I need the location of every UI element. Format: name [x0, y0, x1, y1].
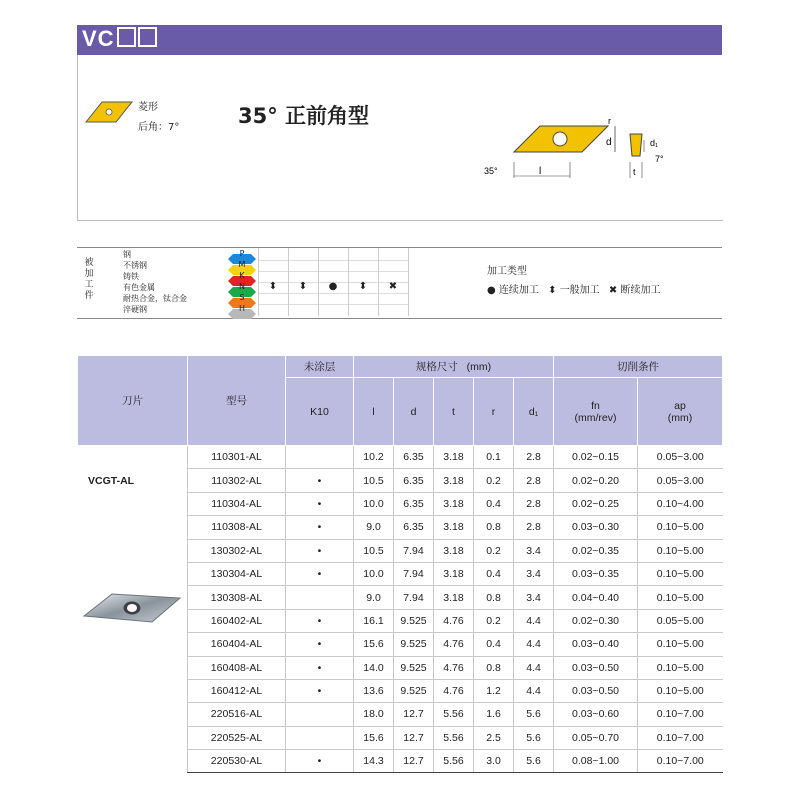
- insert-photo: [82, 588, 182, 628]
- d1-cell: 2.8: [514, 469, 554, 492]
- table-row: [78, 562, 723, 585]
- d1-cell: 5.6: [514, 726, 554, 749]
- ap-cell: 0.10~4.00: [638, 492, 723, 515]
- blade-cell: [78, 539, 188, 562]
- l-cell: 14.0: [354, 656, 394, 679]
- header-bar: [77, 25, 722, 55]
- l-cell: 10.5: [354, 469, 394, 492]
- blade-cell: [78, 726, 188, 749]
- d1-cell: 2.8: [514, 446, 554, 469]
- d-cell: 9.525: [394, 633, 434, 656]
- table-row: [78, 516, 723, 539]
- k10-cell: •: [286, 656, 354, 679]
- blade-cell: [78, 446, 188, 469]
- model-cell: 130308-AL: [188, 586, 286, 609]
- legend-label: 一般加工: [559, 285, 600, 296]
- d-cell: 9.525: [394, 609, 434, 632]
- l-cell: 15.6: [354, 633, 394, 656]
- material-code: P: [239, 249, 245, 258]
- l-cell: 10.0: [354, 562, 394, 585]
- k10-cell: [286, 726, 354, 749]
- k10-cell: •: [286, 750, 354, 773]
- col-cutting: 切削条件: [554, 356, 723, 378]
- model-cell: 160402-AL: [188, 609, 286, 632]
- legend-label: 连续加工: [498, 285, 539, 296]
- material-code-badge: [228, 260, 256, 270]
- t-cell: 5.56: [434, 703, 474, 726]
- col-t: t: [434, 378, 474, 446]
- grid-line: [348, 248, 349, 316]
- t-cell: 3.18: [434, 562, 474, 585]
- t-cell: 4.76: [434, 633, 474, 656]
- col-uncoated: 未涂层: [286, 356, 354, 378]
- d-cell: 7.94: [394, 539, 434, 562]
- d-cell: 6.35: [394, 446, 434, 469]
- d1-cell: 4.4: [514, 609, 554, 632]
- k10-cell: •: [286, 609, 354, 632]
- grid-line: [378, 248, 379, 316]
- machining-mark: ✖: [388, 281, 398, 292]
- ap-cell: 0.05~3.00: [638, 469, 723, 492]
- grid-line: [258, 248, 259, 316]
- t-cell: 3.18: [434, 492, 474, 515]
- model-cell: 220525-AL: [188, 726, 286, 749]
- table-row: [78, 446, 723, 469]
- k10-cell: •: [286, 516, 354, 539]
- continuous-icon: ●: [487, 285, 496, 296]
- fn-cell: 0.03~0.50: [554, 679, 638, 702]
- ap-cell: 0.10~5.00: [638, 562, 723, 585]
- t-cell: 3.18: [434, 586, 474, 609]
- col-model: 型号: [188, 356, 286, 446]
- legend-label: 断续加工: [620, 285, 661, 296]
- col-d1: d₁: [514, 378, 554, 446]
- fn-cell: 0.03~0.50: [554, 656, 638, 679]
- model-cell: 110302-AL: [188, 469, 286, 492]
- blade-cell: [78, 633, 188, 656]
- table-row: [78, 469, 723, 492]
- placeholder-box-icon: [138, 27, 157, 47]
- ap-cell: 0.10~7.00: [638, 726, 723, 749]
- d1-cell: 3.4: [514, 562, 554, 585]
- t-cell: 4.76: [434, 679, 474, 702]
- material-name: 耐热合金，钛合金: [123, 294, 187, 303]
- placeholder-box-icon: [117, 27, 136, 47]
- ap-cell: 0.10~7.00: [638, 750, 723, 773]
- d-cell: 6.35: [394, 469, 434, 492]
- l-cell: 10.2: [354, 446, 394, 469]
- spec-table: [77, 355, 723, 773]
- diagram-label-t: t: [633, 167, 636, 177]
- legend-title: 加工类型: [487, 266, 527, 277]
- shape-info: [138, 98, 179, 138]
- k10-cell: [286, 446, 354, 469]
- interrupted-icon: ✖: [608, 285, 618, 296]
- r-cell: 0.8: [474, 586, 514, 609]
- insert-type-title: 35° 正前角型: [238, 104, 370, 128]
- diagram-label-r: r: [608, 116, 611, 126]
- model-cell: 130302-AL: [188, 539, 286, 562]
- t-cell: 3.18: [434, 469, 474, 492]
- legend: [487, 281, 660, 296]
- material-code-badge: [228, 249, 256, 259]
- material-name: 铸铁: [123, 272, 139, 281]
- l-cell: 10.5: [354, 539, 394, 562]
- k10-cell: •: [286, 539, 354, 562]
- table-row: [78, 656, 723, 679]
- model-cell: 160404-AL: [188, 633, 286, 656]
- machining-mark: ⬍: [268, 281, 278, 292]
- model-cell: 220516-AL: [188, 703, 286, 726]
- r-cell: 0.8: [474, 656, 514, 679]
- l-cell: 13.6: [354, 679, 394, 702]
- ap-cell: 0.10~7.00: [638, 703, 723, 726]
- r-cell: 0.4: [474, 492, 514, 515]
- model-cell: 110304-AL: [188, 492, 286, 515]
- fn-cell: 0.02~0.20: [554, 469, 638, 492]
- d1-cell: 5.6: [514, 750, 554, 773]
- material-code-badge: [228, 304, 256, 314]
- r-cell: 1.2: [474, 679, 514, 702]
- col-r: r: [474, 378, 514, 446]
- col-k10: K10: [286, 378, 354, 446]
- table-row: [78, 492, 723, 515]
- k10-cell: •: [286, 679, 354, 702]
- d-cell: 7.94: [394, 586, 434, 609]
- rhombus-insert-icon: [84, 98, 134, 126]
- diagram-label-l: l: [539, 166, 542, 177]
- d1-cell: 2.8: [514, 516, 554, 539]
- col-fn: fn (mm/rev): [554, 378, 638, 446]
- d-cell: 12.7: [394, 703, 434, 726]
- shape-name: 菱形: [138, 102, 158, 113]
- col-l: l: [354, 378, 394, 446]
- k10-cell: [286, 703, 354, 726]
- t-cell: 5.56: [434, 750, 474, 773]
- material-code: K: [239, 271, 245, 280]
- blade-cell: [78, 516, 188, 539]
- model-cell: 110301-AL: [188, 446, 286, 469]
- blade-cell: [78, 679, 188, 702]
- r-cell: 2.5: [474, 726, 514, 749]
- model-cell: 220530-AL: [188, 750, 286, 773]
- r-cell: 0.2: [474, 469, 514, 492]
- d-cell: 6.35: [394, 516, 434, 539]
- material-code: N: [239, 282, 245, 291]
- model-cell: 160412-AL: [188, 679, 286, 702]
- d-cell: 12.7: [394, 726, 434, 749]
- fn-cell: 0.05~0.70: [554, 726, 638, 749]
- fn-cell: 0.02~0.30: [554, 609, 638, 632]
- model-cell: 160408-AL: [188, 656, 286, 679]
- r-cell: 0.2: [474, 539, 514, 562]
- relief-angle: 后角：7°: [138, 122, 180, 133]
- material-code: H: [238, 304, 245, 313]
- fn-cell: 0.03~0.30: [554, 516, 638, 539]
- material-code-badge: [228, 293, 256, 303]
- l-cell: 15.6: [354, 726, 394, 749]
- material-name: 有色金属: [123, 283, 155, 292]
- series-name: VCGT-AL: [88, 475, 135, 487]
- insert-dimension-diagram: [480, 112, 680, 192]
- l-cell: 9.0: [354, 586, 394, 609]
- blade-cell: [78, 750, 188, 773]
- ap-cell: 0.10~5.00: [638, 633, 723, 656]
- page-title: VC: [82, 26, 157, 52]
- r-cell: 0.4: [474, 633, 514, 656]
- fn-cell: 0.03~0.60: [554, 703, 638, 726]
- blade-cell: [78, 562, 188, 585]
- t-cell: 4.76: [434, 656, 474, 679]
- ap-cell: 0.10~5.00: [638, 539, 723, 562]
- grid-line: [258, 304, 408, 305]
- d1-cell: 2.8: [514, 492, 554, 515]
- general-icon: ⬍: [548, 285, 557, 296]
- material-code: M: [238, 260, 246, 269]
- d1-cell: 4.4: [514, 679, 554, 702]
- model-cell: 130304-AL: [188, 562, 286, 585]
- table-row: [78, 679, 723, 702]
- material-code-badge: [228, 282, 256, 292]
- t-cell: 3.18: [434, 446, 474, 469]
- diagram-label-d1: d₁: [650, 138, 659, 148]
- l-cell: 9.0: [354, 516, 394, 539]
- table-row: [78, 633, 723, 656]
- r-cell: 0.1: [474, 446, 514, 469]
- fn-cell: 0.08~1.00: [554, 750, 638, 773]
- t-cell: 5.56: [434, 726, 474, 749]
- d-cell: 9.525: [394, 656, 434, 679]
- k10-cell: [286, 586, 354, 609]
- col-ap: ap (mm): [638, 378, 723, 446]
- fn-cell: 0.02~0.15: [554, 446, 638, 469]
- col-d: d: [394, 378, 434, 446]
- grid-line: [258, 271, 408, 272]
- blade-cell: [78, 656, 188, 679]
- table-row: [78, 539, 723, 562]
- l-cell: 14.3: [354, 750, 394, 773]
- ap-cell: 0.05~5.00: [638, 609, 723, 632]
- grid-line: [408, 248, 409, 316]
- d-cell: 7.94: [394, 562, 434, 585]
- d-cell: 12.7: [394, 750, 434, 773]
- t-cell: 4.76: [434, 609, 474, 632]
- col-blade: 刀片: [78, 356, 188, 446]
- grid-line: [288, 248, 289, 316]
- machining-mark: ●: [328, 281, 338, 292]
- blade-cell: [78, 703, 188, 726]
- fn-cell: 0.02~0.25: [554, 492, 638, 515]
- diagram-label-d: d: [606, 137, 612, 148]
- fn-cell: 0.02~0.35: [554, 539, 638, 562]
- k10-cell: •: [286, 562, 354, 585]
- r-cell: 0.8: [474, 516, 514, 539]
- r-cell: 3.0: [474, 750, 514, 773]
- machining-mark: ⬍: [358, 281, 368, 292]
- d1-cell: 4.4: [514, 633, 554, 656]
- model-cell: 110308-AL: [188, 516, 286, 539]
- workpiece-label: 被 加 工 件: [84, 258, 94, 301]
- material-code: S: [239, 293, 245, 302]
- col-size: 规格尺寸 (mm): [354, 356, 554, 378]
- l-cell: 10.0: [354, 492, 394, 515]
- material-name: 淬硬钢: [123, 305, 147, 314]
- fn-cell: 0.04~0.40: [554, 586, 638, 609]
- grid-line: [258, 260, 408, 261]
- r-cell: 0.4: [474, 562, 514, 585]
- k10-cell: •: [286, 492, 354, 515]
- k10-cell: •: [286, 633, 354, 656]
- material-name: 不锈钢: [123, 261, 147, 270]
- material-name: 钢: [123, 250, 131, 259]
- d1-cell: 5.6: [514, 703, 554, 726]
- blade-cell: [78, 492, 188, 515]
- ap-cell: 0.10~5.00: [638, 586, 723, 609]
- d1-cell: 3.4: [514, 539, 554, 562]
- t-cell: 3.18: [434, 539, 474, 562]
- d-cell: 6.35: [394, 492, 434, 515]
- r-cell: 0.2: [474, 609, 514, 632]
- diagram-label-35: 35°: [484, 166, 498, 176]
- d-cell: 9.525: [394, 679, 434, 702]
- material-code-badge: [228, 271, 256, 281]
- fn-cell: 0.03~0.35: [554, 562, 638, 585]
- d1-cell: 4.4: [514, 656, 554, 679]
- d1-cell: 3.4: [514, 586, 554, 609]
- ap-cell: 0.10~5.00: [638, 679, 723, 702]
- ap-cell: 0.10~5.00: [638, 516, 723, 539]
- grid-line: [258, 293, 408, 294]
- k10-cell: •: [286, 469, 354, 492]
- diagram-label-7: 7°: [655, 154, 664, 164]
- grid-line: [318, 248, 319, 316]
- l-cell: 16.1: [354, 609, 394, 632]
- fn-cell: 0.03~0.40: [554, 633, 638, 656]
- r-cell: 1.6: [474, 703, 514, 726]
- table-row: [78, 726, 723, 749]
- ap-cell: 0.10~5.00: [638, 656, 723, 679]
- table-row: [78, 750, 723, 773]
- machining-mark: ⬍: [298, 281, 308, 292]
- table-row: [78, 703, 723, 726]
- l-cell: 18.0: [354, 703, 394, 726]
- t-cell: 3.18: [434, 516, 474, 539]
- ap-cell: 0.05~3.00: [638, 446, 723, 469]
